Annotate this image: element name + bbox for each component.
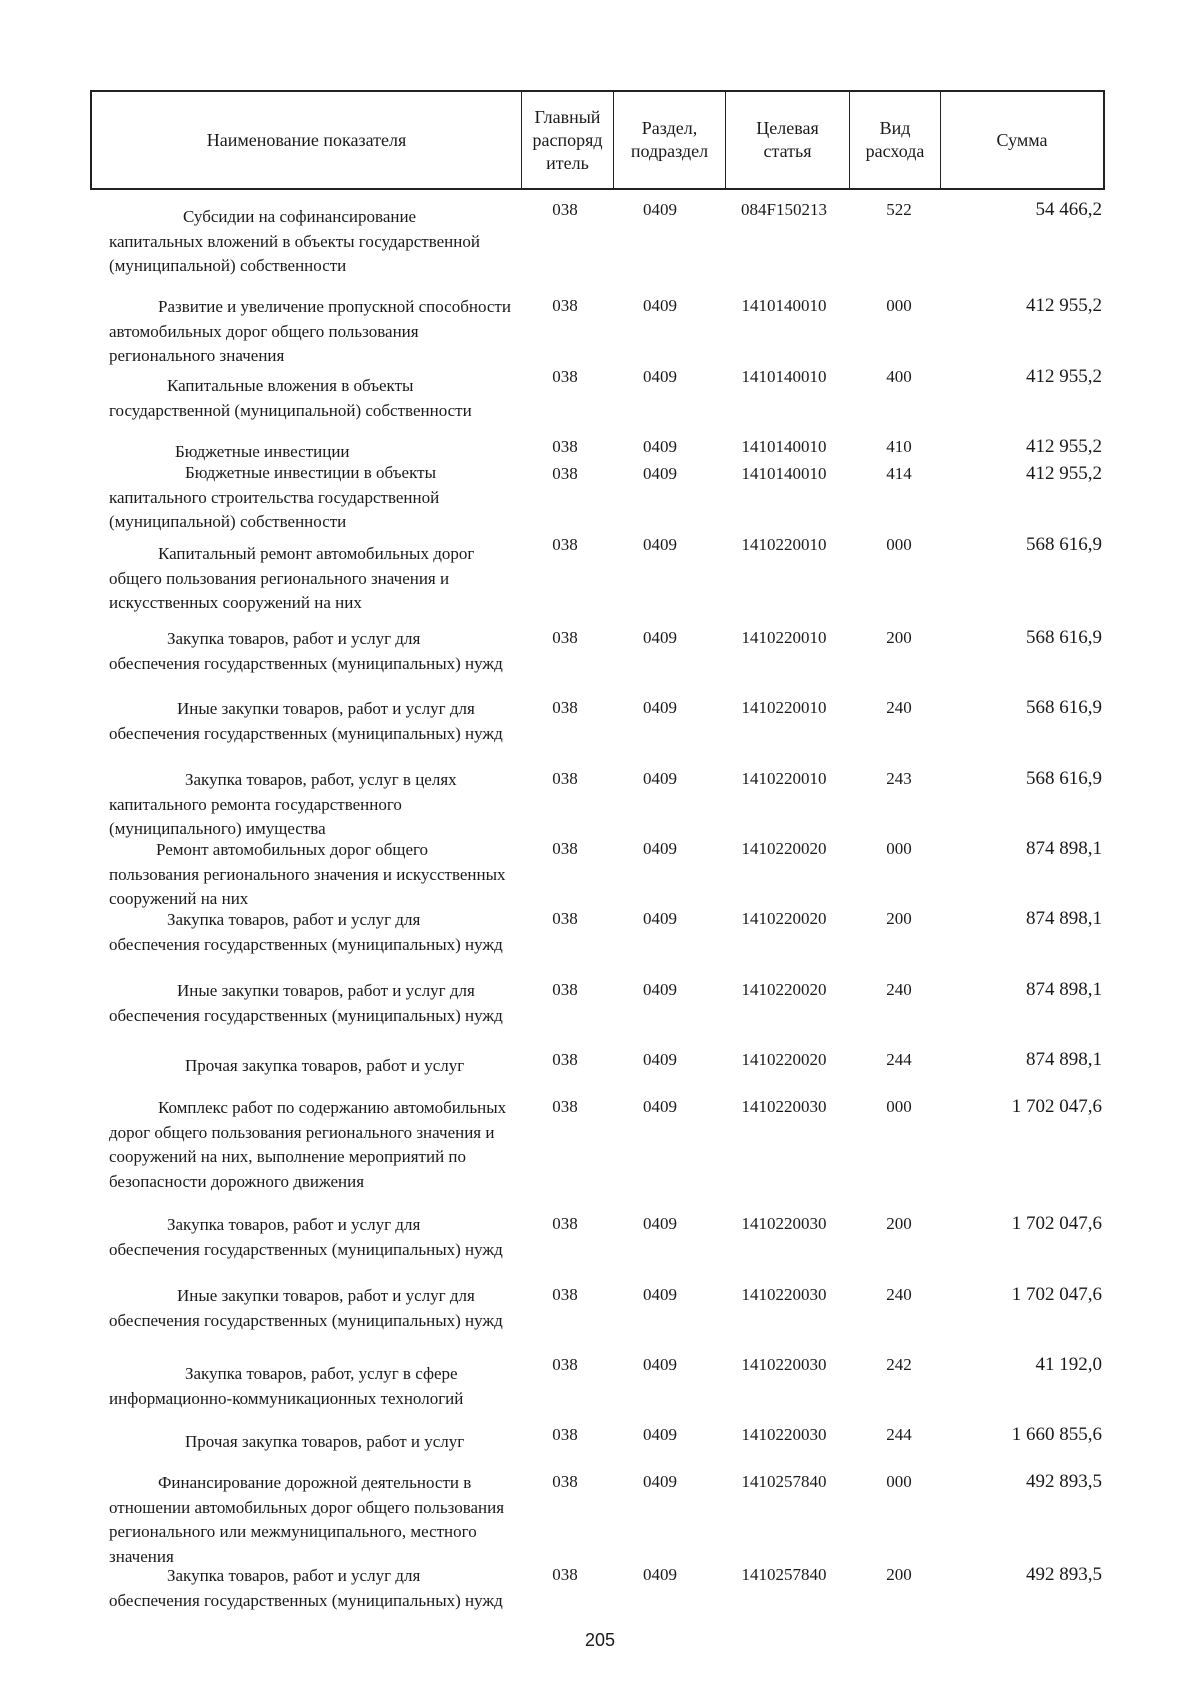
row-amount: 874 898,1 xyxy=(1026,1049,1102,1070)
row-section: 0409 xyxy=(643,628,677,647)
row-main-manager: 038 xyxy=(552,769,578,788)
row-name: Закупка товаров, работ и услуг для обеспечения государственных (муниципальных) нужд xyxy=(109,910,503,954)
row-expense-type: 522 xyxy=(886,200,912,219)
row-main-manager: 038 xyxy=(552,980,578,999)
row-name: Закупка товаров, работ и услуг для обеспечения государственных (муниципальных) нужд xyxy=(109,629,503,673)
row-amount: 492 893,5 xyxy=(1026,1471,1102,1492)
row-section: 0409 xyxy=(643,769,677,788)
row-main-manager: 038 xyxy=(552,909,578,928)
row-name: Комплекс работ по содержанию автомобильных дорог общего пользования регионального значения и сооружений на них, выполнение мероприятий по безопасности дорожного движения xyxy=(109,1098,507,1191)
row-target-article: 1410220020 xyxy=(741,980,827,999)
row-target-article: 1410140010 xyxy=(741,296,827,315)
row-section: 0409 xyxy=(643,1425,677,1444)
row-name: Иные закупки товаров, работ и услуг для обеспечения государственных (муниципальных) нужд xyxy=(109,981,503,1025)
row-target-article: 084F150213 xyxy=(741,200,827,219)
header-name: Наименование показателя xyxy=(206,129,407,150)
row-expense-type: 000 xyxy=(886,296,912,315)
row-amount: 568 616,9 xyxy=(1026,534,1102,555)
row-main-manager: 038 xyxy=(552,1565,578,1584)
row-amount: 412 955,2 xyxy=(1026,436,1102,457)
row-main-manager: 038 xyxy=(552,1472,578,1491)
row-expense-type: 410 xyxy=(886,437,912,456)
row-target-article: 1410220010 xyxy=(741,628,827,647)
row-section: 0409 xyxy=(643,909,677,928)
row-amount: 568 616,9 xyxy=(1026,697,1102,718)
row-name: Закупка товаров, работ и услуг для обеспечения государственных (муниципальных) нужд xyxy=(109,1566,503,1610)
row-target-article: 1410220010 xyxy=(741,769,827,788)
row-expense-type: 243 xyxy=(886,769,912,788)
row-name: Ремонт автомобильных дорог общего пользования регионального значения и искусственных сооружений на них xyxy=(109,840,506,908)
row-main-manager: 038 xyxy=(552,1425,578,1444)
header-amount: Сумма xyxy=(940,92,1103,188)
row-expense-type: 200 xyxy=(886,628,912,647)
row-section: 0409 xyxy=(643,1565,677,1584)
row-name: Бюджетные инвестиции в объекты капитального строительства государственной (муниципальной) собственности xyxy=(109,463,440,531)
row-target-article: 1410220010 xyxy=(741,698,827,717)
row-amount: 874 898,1 xyxy=(1026,908,1102,929)
row-expense-type: 244 xyxy=(886,1425,912,1444)
row-section: 0409 xyxy=(643,1050,677,1069)
header-expense-type: Вид расхода xyxy=(849,92,940,188)
row-name: Финансирование дорожной деятельности в отношении автомобильных дорог общего пользования регионального или межмуниципального, местного значения xyxy=(109,1473,505,1566)
row-section: 0409 xyxy=(643,437,677,456)
row-section: 0409 xyxy=(643,1214,677,1233)
row-amount: 1 702 047,6 xyxy=(1011,1284,1102,1305)
row-amount: 1 660 855,6 xyxy=(1011,1424,1102,1445)
row-name: Закупка товаров, работ и услуг для обеспечения государственных (муниципальных) нужд xyxy=(109,1215,503,1259)
row-main-manager: 038 xyxy=(552,1214,578,1233)
row-amount: 412 955,2 xyxy=(1026,463,1102,484)
row-amount: 568 616,9 xyxy=(1026,627,1102,648)
row-main-manager: 038 xyxy=(552,437,578,456)
row-target-article: 1410257840 xyxy=(741,1472,827,1491)
row-target-article: 1410220030 xyxy=(741,1285,827,1304)
row-name: Закупка товаров, работ, услуг в целях капитального ремонта государственного (муниципального) имущества xyxy=(109,770,457,838)
header-section: Раздел, подраздел xyxy=(613,92,725,188)
row-amount: 412 955,2 xyxy=(1026,295,1102,316)
row-target-article: 1410220010 xyxy=(741,535,827,554)
row-main-manager: 038 xyxy=(552,367,578,386)
row-section: 0409 xyxy=(643,200,677,219)
page-number: 205 xyxy=(584,1630,616,1650)
row-main-manager: 038 xyxy=(552,698,578,717)
row-target-article: 1410220030 xyxy=(741,1355,827,1374)
row-section: 0409 xyxy=(643,464,677,483)
row-expense-type: 000 xyxy=(886,839,912,858)
row-target-article: 1410220030 xyxy=(741,1425,827,1444)
row-main-manager: 038 xyxy=(552,1050,578,1069)
row-target-article: 1410220030 xyxy=(741,1097,827,1116)
row-section: 0409 xyxy=(643,1285,677,1304)
row-expense-type: 240 xyxy=(886,1285,912,1304)
row-name: Прочая закупка товаров, работ и услуг xyxy=(185,1056,465,1075)
row-name: Капитальные вложения в объекты государственной (муниципальной) собственности xyxy=(109,376,472,420)
row-main-manager: 038 xyxy=(552,1097,578,1116)
row-name: Закупка товаров, работ, услуг в сфере информационно-коммуникационных технологий xyxy=(109,1364,464,1408)
row-expense-type: 200 xyxy=(886,1214,912,1233)
row-amount: 568 616,9 xyxy=(1026,768,1102,789)
row-main-manager: 038 xyxy=(552,1355,578,1374)
row-name: Иные закупки товаров, работ и услуг для обеспечения государственных (муниципальных) нужд xyxy=(109,699,503,743)
row-amount: 412 955,2 xyxy=(1026,366,1102,387)
row-section: 0409 xyxy=(643,1355,677,1374)
row-expense-type: 000 xyxy=(886,1472,912,1491)
row-expense-type: 400 xyxy=(886,367,912,386)
row-main-manager: 038 xyxy=(552,464,578,483)
row-section: 0409 xyxy=(643,1472,677,1491)
row-main-manager: 038 xyxy=(552,628,578,647)
row-target-article: 1410257840 xyxy=(741,1565,827,1584)
row-section: 0409 xyxy=(643,296,677,315)
row-expense-type: 242 xyxy=(886,1355,912,1374)
row-main-manager: 038 xyxy=(552,200,578,219)
row-amount: 492 893,5 xyxy=(1026,1564,1102,1585)
row-expense-type: 200 xyxy=(886,909,912,928)
row-target-article: 1410140010 xyxy=(741,464,827,483)
row-target-article: 1410220030 xyxy=(741,1214,827,1233)
row-amount: 41 192,0 xyxy=(1035,1354,1102,1375)
row-section: 0409 xyxy=(643,698,677,717)
row-expense-type: 200 xyxy=(886,1565,912,1584)
row-main-manager: 038 xyxy=(552,1285,578,1304)
row-amount: 874 898,1 xyxy=(1026,838,1102,859)
row-expense-type: 240 xyxy=(886,980,912,999)
row-target-article: 1410220020 xyxy=(741,1050,827,1069)
row-expense-type: 244 xyxy=(886,1050,912,1069)
row-name: Бюджетные инвестиции xyxy=(175,442,350,461)
header-main-manager: Главный распоряд итель xyxy=(521,92,613,188)
row-name: Субсидии на софинансирование капитальных вложений в объекты государственной (муниципальной) собственности xyxy=(109,207,480,275)
row-main-manager: 038 xyxy=(552,839,578,858)
row-name: Развитие и увеличение пропускной способности автомобильных дорог общего пользования регионального значения xyxy=(109,297,511,365)
row-expense-type: 000 xyxy=(886,1097,912,1116)
row-expense-type: 240 xyxy=(886,698,912,717)
row-target-article: 1410220020 xyxy=(741,909,827,928)
row-name: Капитальный ремонт автомобильных дорог общего пользования регионального значения и искусственных сооружений на них xyxy=(109,544,475,612)
row-amount: 1 702 047,6 xyxy=(1011,1213,1102,1234)
row-amount: 874 898,1 xyxy=(1026,979,1102,1000)
row-amount: 1 702 047,6 xyxy=(1011,1096,1102,1117)
row-name: Прочая закупка товаров, работ и услуг xyxy=(185,1432,465,1451)
row-section: 0409 xyxy=(643,367,677,386)
row-amount: 54 466,2 xyxy=(1035,199,1102,220)
row-section: 0409 xyxy=(643,839,677,858)
row-name: Иные закупки товаров, работ и услуг для обеспечения государственных (муниципальных) нужд xyxy=(109,1286,503,1330)
header-target-article: Целевая статья xyxy=(725,92,849,188)
row-section: 0409 xyxy=(643,535,677,554)
row-section: 0409 xyxy=(643,980,677,999)
row-expense-type: 000 xyxy=(886,535,912,554)
row-main-manager: 038 xyxy=(552,535,578,554)
row-target-article: 1410140010 xyxy=(741,367,827,386)
row-expense-type: 414 xyxy=(886,464,912,483)
row-target-article: 1410140010 xyxy=(741,437,827,456)
row-section: 0409 xyxy=(643,1097,677,1116)
row-target-article: 1410220020 xyxy=(741,839,827,858)
row-main-manager: 038 xyxy=(552,296,578,315)
